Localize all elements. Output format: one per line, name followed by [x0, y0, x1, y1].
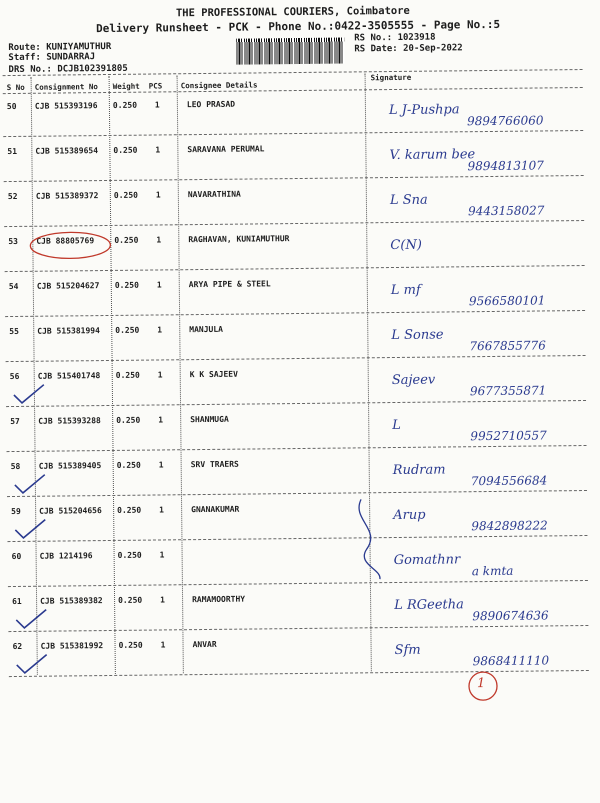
row-consignment-no: CJB 515393196 [34, 101, 98, 111]
row-sno: 56 [9, 371, 20, 382]
row-signature: Arup [393, 507, 426, 524]
row-weight: 0.250 [112, 100, 138, 110]
rs-number: RS No.: 1023918 [354, 32, 436, 44]
row-phone: 9677355871 [469, 383, 547, 399]
row-pcs: 1 [158, 415, 164, 425]
row-signature: C(N) [390, 237, 422, 254]
row-phone: 9890674636 [472, 608, 549, 624]
row-phone: 9894766060 [467, 113, 544, 129]
row-consignee: RAGHAVAN, KUNIAMUTHUR [188, 234, 290, 245]
row-sno: 60 [11, 551, 22, 562]
row-sno: 58 [10, 461, 21, 472]
staff-label: Staff: SUNDARRAJ [8, 52, 96, 64]
row-signature: Sfm [394, 642, 421, 659]
row-phone: 9566580101 [468, 293, 546, 309]
row-sno: 62 [12, 641, 23, 652]
col-sno: S No [6, 82, 25, 93]
col-consignee: Consignee Details [180, 80, 258, 91]
row-sno: 51 [7, 146, 18, 157]
row-consignee: MANJULA [189, 324, 224, 335]
row-consignment-no: CJB 515401748 [37, 371, 101, 381]
row-consignment-no: CJB 515389654 [35, 146, 99, 156]
tick-mark [14, 385, 44, 403]
tick-mark [16, 610, 46, 628]
row-signature: L J-Pushpa [388, 102, 460, 119]
row-pcs: 1 [159, 505, 165, 515]
row-pcs: 1 [157, 325, 163, 335]
col-consignment: Consignment No [34, 82, 98, 92]
row-pcs: 1 [157, 370, 163, 380]
row-pcs: 1 [156, 235, 162, 245]
row-consignee: ARYA PIPE & STEEL [188, 279, 271, 290]
row-consignment-no: CJB 515204627 [36, 281, 100, 291]
red-circle-mark [30, 232, 110, 259]
row-weight: 0.250 [115, 325, 140, 335]
row-weight: 0.250 [117, 550, 142, 560]
row-signature: L RGeetha [394, 597, 464, 614]
row-sno: 54 [8, 281, 19, 292]
runsheet-subtitle: Delivery Runsheet - PCK - Phone No.:0422-3505555 - Page No.:5 [96, 17, 501, 36]
row-sno: 61 [12, 596, 22, 607]
row-consignee: LEO PRASAD [186, 99, 236, 110]
col-signature: Signature [370, 72, 412, 83]
row-sno: 59 [11, 506, 21, 517]
row-phone: 9868411110 [472, 653, 550, 669]
row-pcs: 1 [160, 595, 165, 605]
page-mark-number: 1 [476, 676, 486, 692]
row-consignment-no: CJB 515381994 [37, 326, 100, 336]
row-weight: 0.250 [117, 505, 142, 515]
row-phone: 9443158027 [467, 203, 545, 219]
row-phone: 9894813107 [467, 158, 544, 174]
row-consignee: GNANAKUMAR [191, 504, 240, 515]
row-weight: 0.250 [114, 280, 139, 290]
row-pcs: 1 [155, 145, 161, 155]
row-weight: 0.250 [113, 145, 138, 155]
row-consignment-no: CJB 88805769 [36, 236, 95, 246]
row-consignee: NAVARATHINA [187, 189, 241, 200]
col-pcs: PCS [148, 81, 163, 91]
row-weight: 0.250 [114, 235, 139, 245]
row-signature: Gomathnr [393, 552, 461, 569]
row-sno: 52 [7, 191, 18, 202]
route-label: Route: KUNIYAMUTHUR [8, 41, 112, 54]
tick-mark [17, 655, 47, 673]
row-weight: 0.250 [118, 640, 143, 650]
row-signature: L Sna [389, 192, 428, 209]
row-weight: 0.250 [115, 370, 140, 380]
row-consignee: K K SAJEEV [189, 369, 238, 380]
row-pcs: 1 [156, 280, 162, 290]
drs-number: DRS No.: DCJB102391805 [8, 63, 128, 76]
row-pcs: 1 [159, 550, 165, 560]
row-signature: L mf [390, 282, 421, 299]
row-consignment-no: CJB 515204656 [39, 506, 102, 516]
row-consignee: SHANMUGA [190, 414, 229, 425]
row-signature: L Sonse [391, 327, 444, 344]
row-consignee: SRV TRAERS [190, 459, 239, 470]
row-consignment-no: CJB 515381992 [40, 641, 104, 651]
row-weight: 0.250 [118, 595, 143, 605]
row-pcs: 1 [154, 100, 160, 110]
row-phone: 7094556684 [470, 473, 548, 489]
row-signature: Sajeev [391, 372, 436, 389]
row-consignment-no: CJB 1214196 [39, 551, 93, 561]
row-consignment-no: CJB 515393288 [38, 416, 101, 426]
tick-mark [15, 475, 45, 493]
row-weight: 0.250 [113, 190, 138, 200]
row-sno: 53 [8, 236, 19, 247]
row-consignment-no: CJB 515389405 [38, 461, 102, 471]
row-pcs: 1 [160, 640, 166, 650]
row-sno: 57 [10, 416, 20, 427]
row-consignment-no: CJB 515389372 [35, 191, 99, 201]
row-pcs: 1 [158, 460, 164, 470]
row-phone: 9952710557 [470, 428, 547, 444]
pen-brace-mark [359, 499, 380, 579]
row-weight: 0.250 [116, 460, 141, 470]
row-pcs: 1 [155, 190, 161, 200]
row-phone: 7667855776 [469, 338, 546, 354]
row-consignment-no: CJB 515389382 [40, 596, 103, 606]
row-weight: 0.250 [116, 415, 141, 425]
row-phone: 9842898222 [471, 518, 548, 534]
row-sno: 55 [9, 326, 19, 337]
row-signature: L [392, 417, 401, 434]
company-title: THE PROFESSIONAL COURIERS, Coimbatore [175, 4, 410, 20]
row-signature: V. karum bee [389, 147, 476, 164]
row-sno: 50 [6, 101, 17, 112]
row-consignee: RAMAMOORTHY [192, 594, 246, 605]
tick-mark [15, 520, 45, 538]
row-consignee: SARAVANA PERUMAL [187, 144, 265, 155]
row-phone: a kmta [471, 563, 514, 579]
row-consignee: ANVAR [192, 639, 217, 650]
col-weight: Weight [112, 81, 140, 91]
rs-date: RS Date: 20-Sep-2022 [354, 43, 463, 55]
row-signature: Rudram [392, 462, 446, 479]
